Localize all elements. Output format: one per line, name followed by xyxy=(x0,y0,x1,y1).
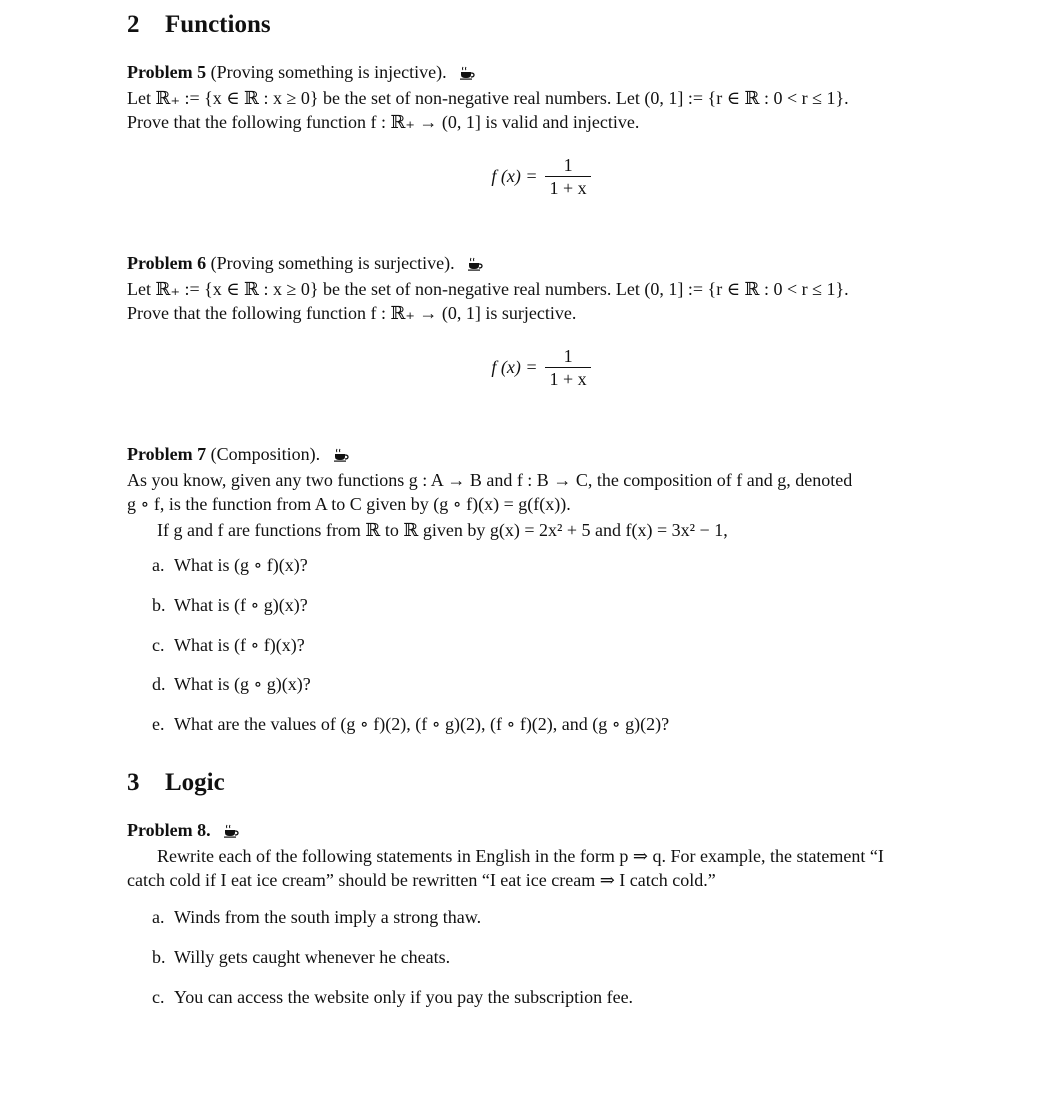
coffee-cup-icon xyxy=(459,62,475,86)
fraction-numerator: 1 xyxy=(563,345,573,366)
problem-text-line: If g and f are functions from ℝ to ℝ given by g(x) = 2x² + 5 and f(x) = 3x² − 1, xyxy=(157,520,728,540)
problem-text-line: Prove that the following function f : ℝ₊ → (0, 1] is surjective. xyxy=(127,303,577,323)
problem-label: Problem 7 xyxy=(127,444,207,464)
section-heading-logic xyxy=(127,768,225,798)
section-title: Logic xyxy=(165,769,225,796)
coffee-cup-icon xyxy=(333,444,349,468)
problem-label: Problem 8. xyxy=(127,820,211,840)
problem-5 xyxy=(127,60,955,202)
problem-6 xyxy=(127,251,955,393)
fraction-numerator: 1 xyxy=(563,154,573,175)
formula-lhs: f (x) = xyxy=(491,166,538,186)
fraction-denominator: 1 + x xyxy=(549,368,587,389)
list-item xyxy=(152,593,308,617)
coffee-cup-icon xyxy=(223,820,239,844)
list-item-label: e. xyxy=(152,714,165,734)
fraction xyxy=(545,154,590,199)
problem-subtitle: (Proving something is injective). xyxy=(210,62,447,82)
problem-subtitle: (Proving something is surjective). xyxy=(210,253,455,273)
problem-8 xyxy=(127,818,955,892)
problem-text-line: Let ℝ₊ := {x ∈ ℝ : x ≥ 0} be the set of non-negative real numbers. Let (0, 1] := {r ∈ ℝ : 0 < r ≤ 1}. xyxy=(127,279,849,299)
list-item-text: What are the values of (g ∘ f)(2), (f ∘ g)(2), (f ∘ f)(2), and (g ∘ g)(2)? xyxy=(174,714,670,734)
display-formula xyxy=(127,150,955,202)
list-item-text: What is (g ∘ g)(x)? xyxy=(174,674,311,694)
list-item-label: b. xyxy=(152,595,166,615)
list-item-text: Winds from the south imply a strong thaw. xyxy=(174,907,482,927)
problem-text-line: catch cold if I eat ice cream” should be rewritten “I eat ice cream ⇒ I catch cold.” xyxy=(127,870,716,890)
list-item xyxy=(152,985,633,1009)
list-item xyxy=(152,553,308,577)
problem-text-line: Let ℝ₊ := {x ∈ ℝ : x ≥ 0} be the set of non-negative real numbers. Let (0, 1] := {r ∈ ℝ : 0 < r ≤ 1}. xyxy=(127,88,849,108)
list-item-text: What is (f ∘ g)(x)? xyxy=(174,595,308,615)
section-number: 2 xyxy=(127,11,140,38)
problem-text-line: g ∘ f, is the function from A to C given by (g ∘ f)(x) = g(f(x)). xyxy=(127,494,571,514)
problem-heading xyxy=(127,818,955,844)
problem-text-line: Rewrite each of the following statements in English in the form p ⇒ q. For example, the statement “I xyxy=(157,846,884,866)
coffee-cup-icon xyxy=(467,253,483,277)
list-item xyxy=(152,633,305,657)
problem-heading xyxy=(127,442,955,468)
problem-label: Problem 6 xyxy=(127,253,207,273)
problem-subtitle: (Composition). xyxy=(210,444,321,464)
fraction xyxy=(545,345,590,390)
list-item-label: a. xyxy=(152,555,165,575)
problem-heading xyxy=(127,60,955,86)
fraction-denominator: 1 + x xyxy=(549,177,587,198)
list-item-text: You can access the website only if you pay the subscription fee. xyxy=(174,987,634,1007)
display-formula xyxy=(127,341,955,393)
formula-lhs: f (x) = xyxy=(491,357,538,377)
problem-7 xyxy=(127,442,955,542)
problem-heading xyxy=(127,251,955,277)
list-item-text: What is (g ∘ f)(x)? xyxy=(174,555,308,575)
list-item-text: What is (f ∘ f)(x)? xyxy=(174,635,305,655)
list-item-text: Willy gets caught whenever he cheats. xyxy=(174,947,451,967)
list-item-label: b. xyxy=(152,947,166,967)
list-item xyxy=(152,905,481,929)
section-number: 3 xyxy=(127,769,140,796)
list-item xyxy=(152,712,669,736)
list-item xyxy=(152,945,450,969)
problem-text-line: As you know, given any two functions g : A → B and f : B → C, the composition of f and g, denoted xyxy=(127,470,853,490)
section-heading-functions xyxy=(127,10,271,40)
list-item-label: c. xyxy=(152,987,165,1007)
section-title: Functions xyxy=(165,11,271,38)
list-item-label: d. xyxy=(152,674,166,694)
problem-text-line: Prove that the following function f : ℝ₊ → (0, 1] is valid and injective. xyxy=(127,112,640,132)
list-item xyxy=(152,672,311,696)
list-item-label: c. xyxy=(152,635,165,655)
list-item-label: a. xyxy=(152,907,165,927)
problem-label: Problem 5 xyxy=(127,62,207,82)
